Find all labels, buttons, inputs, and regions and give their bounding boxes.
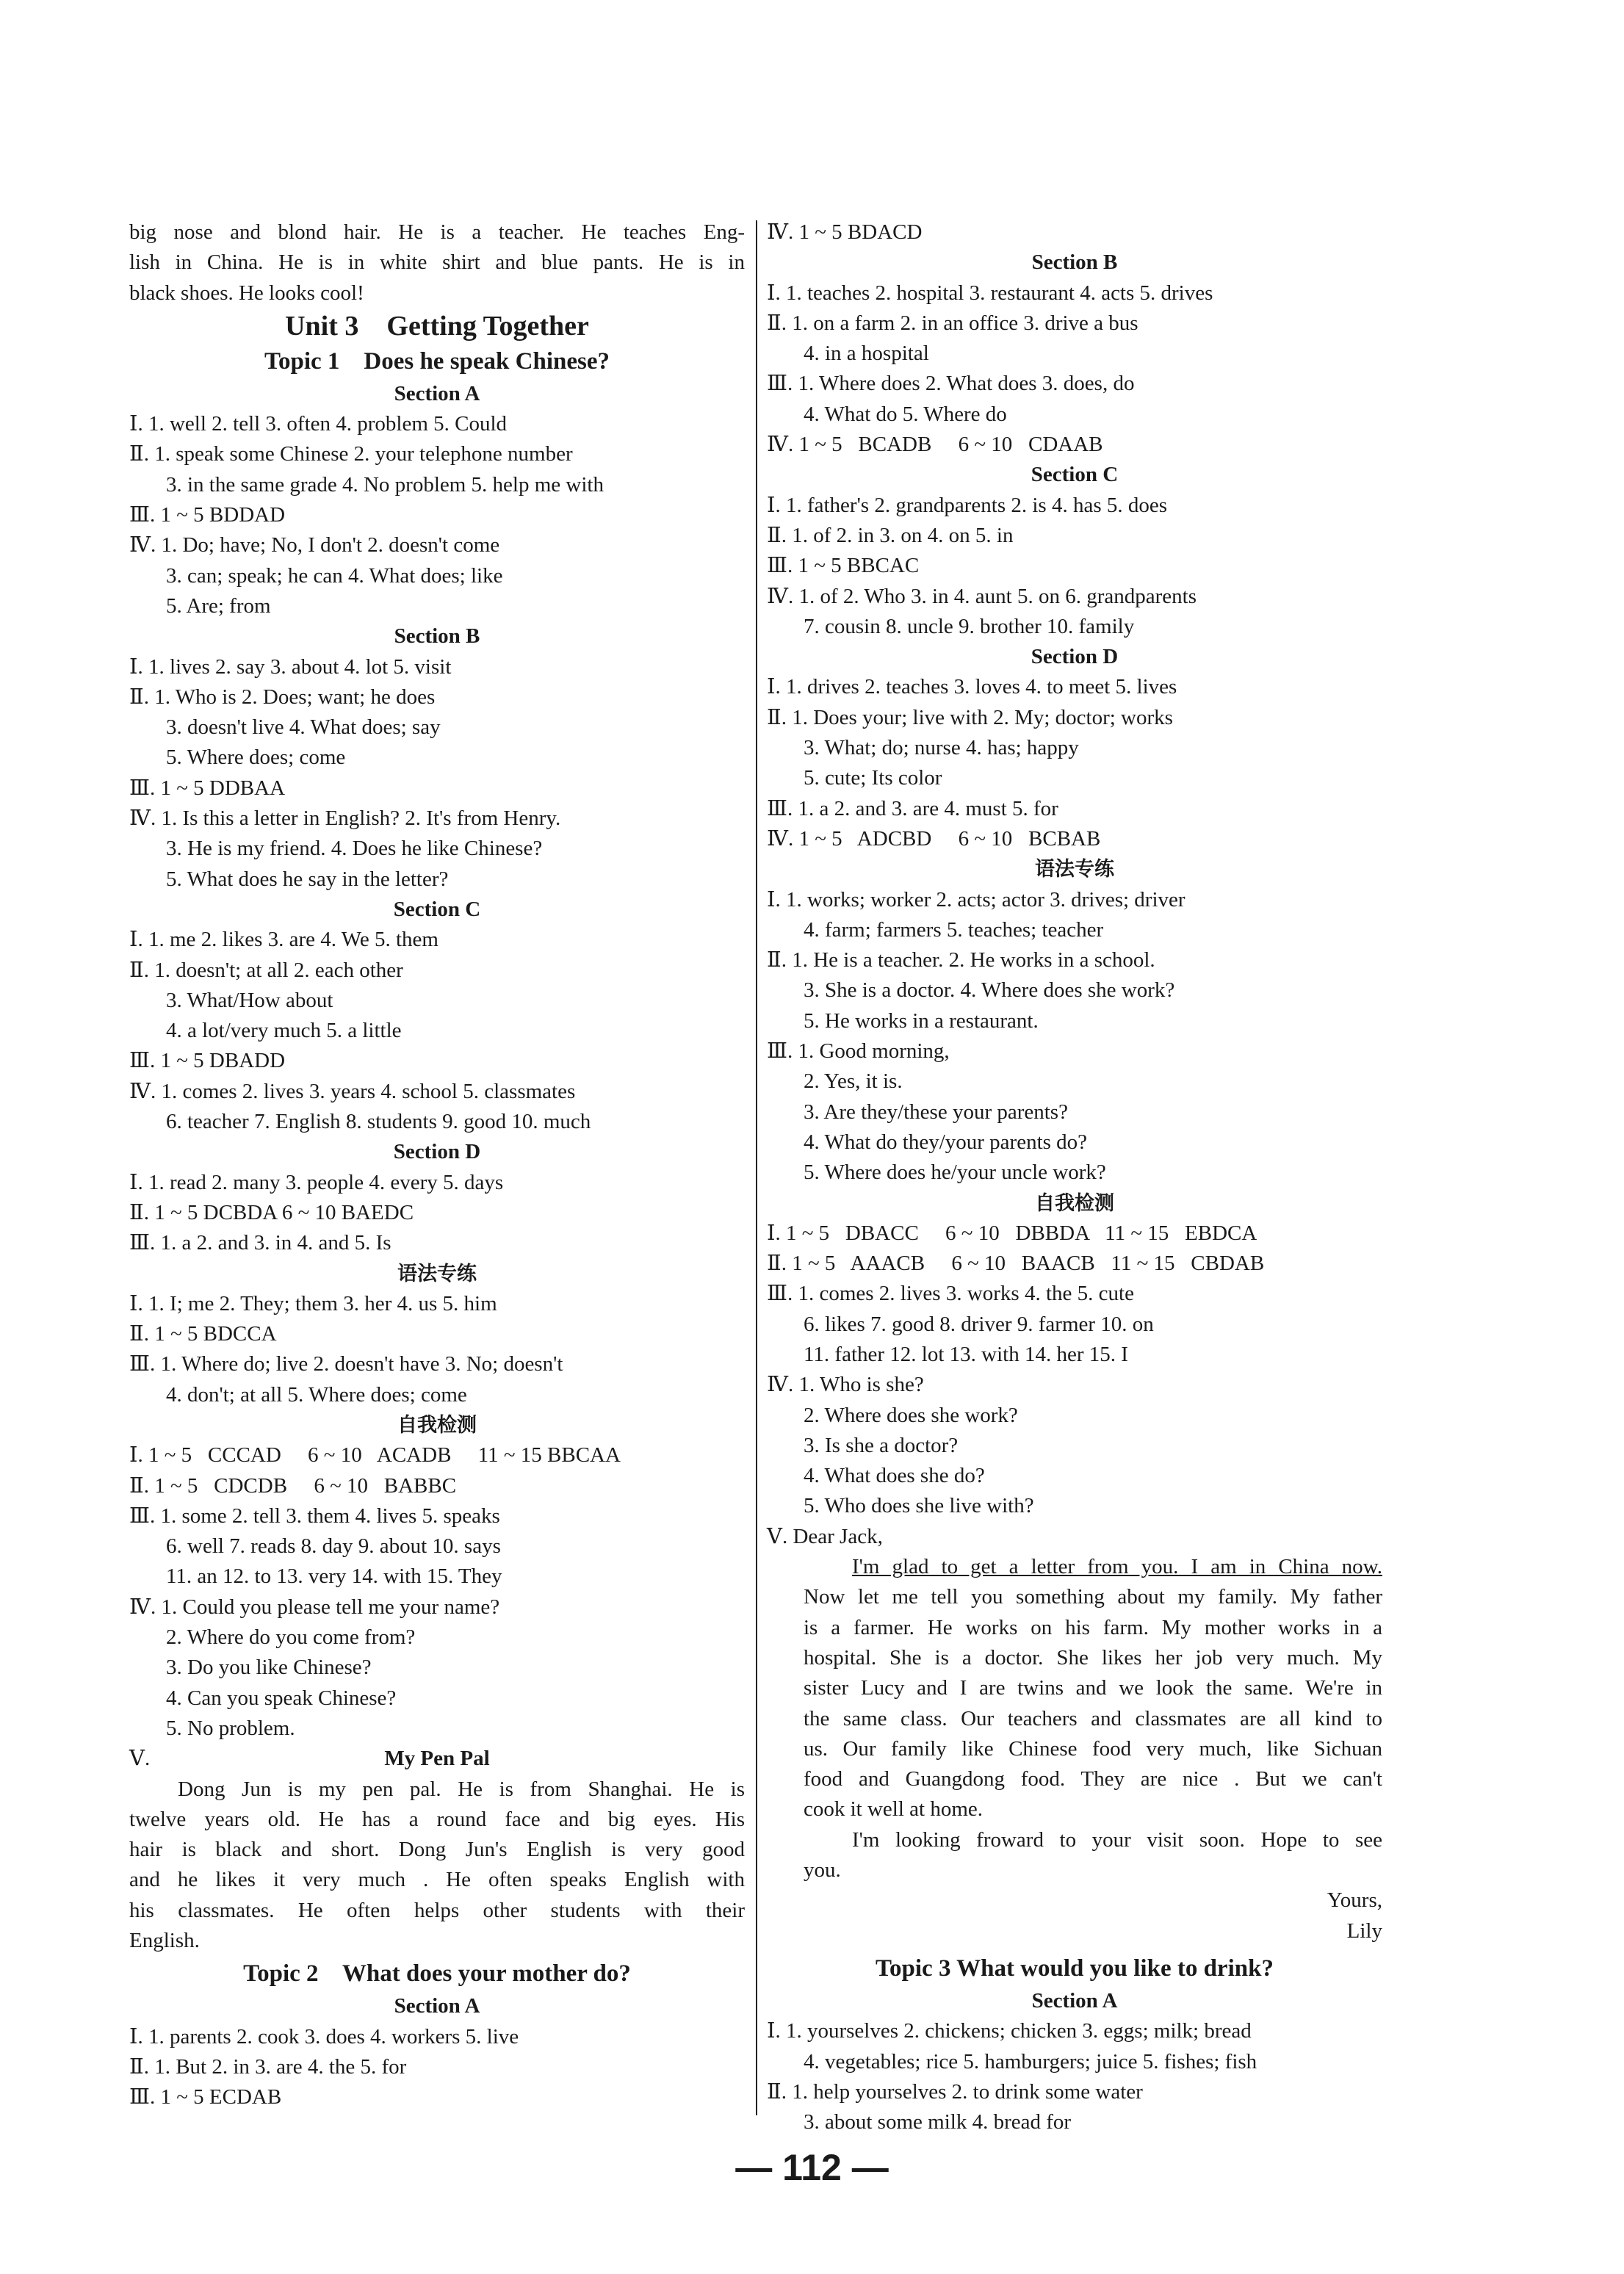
answer-line: Ⅰ. 1. drives 2. teaches 3. loves 4. to meet 5. lives xyxy=(767,675,1177,699)
topic-1-title: Topic 1 Does he speak Chinese? xyxy=(264,347,610,375)
intro-paragraph xyxy=(129,217,745,308)
answer-line: Ⅲ. 1. a 2. and 3. in 4. and 5. Is xyxy=(129,1231,391,1255)
essay-line: English. xyxy=(129,1929,200,1953)
section-d-heading: Section D xyxy=(393,1140,481,1164)
answer-line: Ⅰ. 1 ~ 5 CCCAD 6 ~ 10 ACADB 11 ~ 15 BBCAA xyxy=(129,1443,621,1468)
essay-title: My Pen Pal xyxy=(384,1747,490,1771)
grammar-practice-heading: 语法专练 xyxy=(1035,858,1114,881)
answer-line: 3. can; speak; he can 4. What does; like xyxy=(166,563,503,588)
letter-line: sister Lucy and I are twins and we look the same. We're in xyxy=(804,1676,1382,1700)
answer-line: 2. Where does she work? xyxy=(804,1403,1018,1427)
answer-line: Ⅰ. 1. well 2. tell 3. often 4. problem 5. Could xyxy=(129,412,508,436)
answer-line: Ⅱ. 1. He is a teacher. 2. He works in a school. xyxy=(767,948,1155,972)
section-a-heading: Section A xyxy=(394,1994,480,2018)
letter-line: I'm glad to get a letter from you. I am in China now. xyxy=(852,1555,1382,1579)
essay-line: his classmates. He often helps other students with their xyxy=(129,1898,745,1922)
answer-line: 3. Are they/these your parents? xyxy=(804,1100,1068,1124)
essay-line: hair is black and short. Dong Jun's English is very good xyxy=(129,1838,745,1862)
answer-line: Ⅱ. 1. help yourselves 2. to drink some water xyxy=(767,2079,1143,2104)
essay-line: Dong Jun is my pen pal. He is from Shanghai. He is xyxy=(178,1777,745,1801)
answer-line: Ⅰ. 1. lives 2. say 3. about 4. lot 5. visit xyxy=(129,654,452,679)
answer-line: 5. Are; from xyxy=(166,593,271,618)
answer-line: 5. cute; Its color xyxy=(804,766,942,790)
intro-line: big nose and blond hair. He is a teacher. He teaches Eng- xyxy=(129,220,745,244)
answer-line: 2. Where do you come from? xyxy=(166,1625,416,1650)
essay-line: and he likes it very much . He often speaks English with xyxy=(129,1868,745,1892)
answer-line: Ⅳ. 1. of 2. Who 3. in 4. aunt 5. on 6. grandparents xyxy=(767,584,1197,608)
answer-line: 6. teacher 7. English 8. students 9. good 10. much xyxy=(166,1110,591,1134)
answer-line: Ⅱ. 1 ~ 5 AAACB 6 ~ 10 BAACB 11 ~ 15 CBDAB xyxy=(767,1252,1265,1276)
answer-line: 11. father 12. lot 13. with 14. her 15. I xyxy=(804,1342,1128,1366)
answer-line: 4. in a hospital xyxy=(804,342,929,366)
section-c-heading: Section C xyxy=(393,897,481,921)
answer-line: 5. Who does she live with? xyxy=(804,1494,1034,1518)
letter-closing: Yours, xyxy=(1327,1888,1382,1913)
letter-line: hospital. She is a doctor. She likes her job very much. My xyxy=(804,1645,1382,1670)
letter-line: us. Our family like Chinese food very much, like Sichuan xyxy=(804,1736,1382,1761)
letter-line: the same class. Our teachers and classmates are all kind to xyxy=(804,1706,1382,1730)
answer-line: Ⅰ. 1. me 2. likes 3. are 4. We 5. them xyxy=(129,928,439,952)
answer-line: 5. Where does; come xyxy=(166,746,346,770)
answer-line: Ⅲ. 1. Where does 2. What does 3. does, do xyxy=(767,372,1135,396)
answer-line: 6. well 7. reads 8. day 9. about 10. says xyxy=(166,1534,501,1559)
answer-line: Ⅱ. 1 ~ 5 CDCDB 6 ~ 10 BABBC xyxy=(129,1473,457,1498)
answer-line: Ⅲ. 1. Where do; live 2. doesn't have 3. No; doesn't xyxy=(129,1352,563,1376)
answer-line: Ⅰ. 1 ~ 5 DBACC 6 ~ 10 DBBDA 11 ~ 15 EBDCA xyxy=(767,1221,1257,1245)
grammar-practice-heading: 语法专练 xyxy=(397,1262,477,1285)
section-v-label: Ⅴ. xyxy=(129,1747,151,1771)
letter-salutation: Ⅴ. Dear Jack, xyxy=(767,1524,883,1548)
answer-line: Ⅱ. 1 ~ 5 BDCCA xyxy=(129,1322,277,1346)
answer-line: Ⅲ. 1. comes 2. lives 3. works 4. the 5. cute xyxy=(767,1282,1134,1306)
intro-line: black shoes. He looks cool! xyxy=(129,281,364,305)
answer-line: 4. vegetables; rice 5. hamburgers; juice 5. fishes; fish xyxy=(804,2049,1257,2073)
answer-line: Ⅰ. 1. parents 2. cook 3. does 4. workers 5. live xyxy=(129,2024,519,2049)
answer-line: Ⅲ. 1 ~ 5 DBADD xyxy=(129,1049,286,1073)
answer-line: Ⅳ. 1 ~ 5 BDACD xyxy=(767,220,923,244)
answer-line: 3. about some milk 4. bread for xyxy=(804,2110,1072,2134)
essay-paragraph xyxy=(129,1775,745,1957)
answer-line: 4. What do they/your parents do? xyxy=(804,1130,1088,1154)
answer-line: Ⅲ. 1 ~ 5 DDBAA xyxy=(129,776,286,800)
essay-line: twelve years old. He has a round face and big eyes. His xyxy=(129,1807,745,1831)
section-b-heading: Section B xyxy=(1031,250,1118,275)
answer-line: 3. Is she a doctor? xyxy=(804,1433,959,1457)
answer-line: 5. No problem. xyxy=(166,1716,295,1740)
answer-line: Ⅳ. 1. Do; have; No, I don't 2. doesn't come xyxy=(129,533,500,557)
answer-line: Ⅰ. 1. teaches 2. hospital 3. restaurant 4. acts 5. drives xyxy=(767,281,1213,305)
unit-title: Unit 3 Getting Together xyxy=(285,310,589,342)
letter-line: food and Guangdong food. They are nice . But we can't xyxy=(804,1767,1382,1791)
answer-line: 5. He works in a restaurant. xyxy=(804,1008,1039,1033)
answer-line: Ⅲ. 1 ~ 5 BBCAC xyxy=(767,554,920,578)
section-a-heading: Section A xyxy=(394,381,480,405)
answer-line: 3. What/How about xyxy=(166,988,333,1012)
answer-line: 4. Can you speak Chinese? xyxy=(166,1686,397,1710)
answer-line: Ⅳ. 1. Could you please tell me your name? xyxy=(129,1595,500,1619)
answer-line: Ⅰ. 1. read 2. many 3. people 4. every 5. days xyxy=(129,1170,504,1194)
intro-line: lish in China. He is in white shirt and blue pants. He is in xyxy=(129,250,745,275)
answer-line: 4. What do 5. Where do xyxy=(804,402,1007,426)
column-divider xyxy=(756,220,757,2115)
answer-line: Ⅲ. 1 ~ 5 ECDAB xyxy=(129,2085,282,2109)
page-number: — 112 — xyxy=(735,2147,889,2188)
section-b-heading: Section B xyxy=(394,624,480,649)
letter-signature: Lily xyxy=(1346,1919,1382,1943)
answer-line: Ⅱ. 1. doesn't; at all 2. each other xyxy=(129,958,403,982)
left-column xyxy=(129,217,745,2113)
topic-2-title: Topic 2 What does your mother do? xyxy=(243,1960,631,1988)
answer-line: 7. cousin 8. uncle 9. brother 10. family xyxy=(804,614,1135,638)
self-test-heading: 自我检测 xyxy=(397,1413,477,1437)
self-test-heading: 自我检测 xyxy=(1035,1191,1114,1215)
letter-line: Now let me tell you something about my family. My father xyxy=(804,1585,1382,1609)
answer-line: Ⅱ. 1. But 2. in 3. are 4. the 5. for xyxy=(129,2054,407,2079)
answer-line: 3. doesn't live 4. What does; say xyxy=(166,715,441,740)
letter-paragraph xyxy=(767,1552,1382,1885)
answer-line: Ⅳ. 1. Who is she? xyxy=(767,1373,924,1397)
answer-line: Ⅲ. 1. some 2. tell 3. them 4. lives 5. speaks xyxy=(129,1504,500,1528)
right-column xyxy=(767,217,1382,2137)
answer-line: Ⅳ. 1. comes 2. lives 3. years 4. school 5. classmates xyxy=(129,1079,576,1103)
answer-line: Ⅳ. 1 ~ 5 ADCBD 6 ~ 10 BCBAB xyxy=(767,826,1101,851)
answer-line: Ⅳ. 1 ~ 5 BCADB 6 ~ 10 CDAAB xyxy=(767,433,1103,457)
answer-line: 6. likes 7. good 8. driver 9. farmer 10. on xyxy=(804,1312,1154,1336)
answer-line: Ⅱ. 1 ~ 5 DCBDA 6 ~ 10 BAEDC xyxy=(129,1200,414,1224)
answer-line: 2. Yes, it is. xyxy=(804,1069,903,1094)
answer-line: 3. He is my friend. 4. Does he like Chinese? xyxy=(166,837,543,861)
answer-line: 4. farm; farmers 5. teaches; teacher xyxy=(804,917,1104,942)
topic-3-title: Topic 3 What would you like to drink? xyxy=(876,1954,1274,1982)
answer-line: Ⅱ. 1. Who is 2. Does; want; he does xyxy=(129,685,436,709)
answer-line: 5. Where does he/your uncle work? xyxy=(804,1161,1106,1185)
answer-line: 3. Do you like Chinese? xyxy=(166,1656,372,1680)
answer-line: 3. in the same grade 4. No problem 5. help me with xyxy=(166,472,604,497)
answer-line: 3. She is a doctor. 4. Where does she work? xyxy=(804,978,1175,1003)
letter-line: you. xyxy=(804,1858,841,1883)
answer-line: 4. What does she do? xyxy=(804,1464,985,1488)
answer-line: Ⅰ. 1. father's 2. grandparents 2. is 4. has 5. does xyxy=(767,493,1168,517)
answer-line: Ⅱ. 1. on a farm 2. in an office 3. drive a bus xyxy=(767,311,1138,335)
section-d-heading: Section D xyxy=(1031,645,1119,669)
answer-line: Ⅲ. 1. a 2. and 3. are 4. must 5. for xyxy=(767,796,1058,820)
letter-line: cook it well at home. xyxy=(804,1797,984,1822)
answer-line: Ⅱ. 1. of 2. in 3. on 4. on 5. in xyxy=(767,523,1014,547)
answer-line: Ⅲ. 1. Good morning, xyxy=(767,1039,950,1064)
answer-line: Ⅲ. 1 ~ 5 BDDAD xyxy=(129,503,286,527)
answer-line: Ⅳ. 1. Is this a letter in English? 2. It's from Henry. xyxy=(129,806,561,831)
essay-title-row xyxy=(129,1744,745,1774)
answer-line: 4. a lot/very much 5. a little xyxy=(166,1019,402,1043)
answer-line: Ⅰ. 1. yourselves 2. chickens; chicken 3. eggs; milk; bread xyxy=(767,2019,1252,2043)
answer-line: Ⅰ. 1. works; worker 2. acts; actor 3. drives; driver xyxy=(767,887,1185,912)
answer-line: 5. What does he say in the letter? xyxy=(166,867,449,891)
answer-line: Ⅱ. 1. Does your; live with 2. My; doctor; works xyxy=(767,705,1173,729)
answer-line: 3. What; do; nurse 4. has; happy xyxy=(804,736,1079,760)
section-c-heading: Section C xyxy=(1031,463,1119,487)
letter-line: is a farmer. He works on his farm. My mother works in a xyxy=(804,1615,1382,1639)
letter-line: I'm looking froward to your visit soon. Hope to see xyxy=(852,1827,1382,1852)
answer-line: Ⅱ. 1. speak some Chinese 2. your telephone number xyxy=(129,442,573,466)
answer-line: 4. don't; at all 5. Where does; come xyxy=(166,1382,467,1407)
answer-line: Ⅰ. 1. I; me 2. They; them 3. her 4. us 5. him xyxy=(129,1291,497,1315)
section-a-heading: Section A xyxy=(1031,1988,1118,2013)
answer-line: 11. an 12. to 13. very 14. with 15. They xyxy=(166,1564,502,1589)
